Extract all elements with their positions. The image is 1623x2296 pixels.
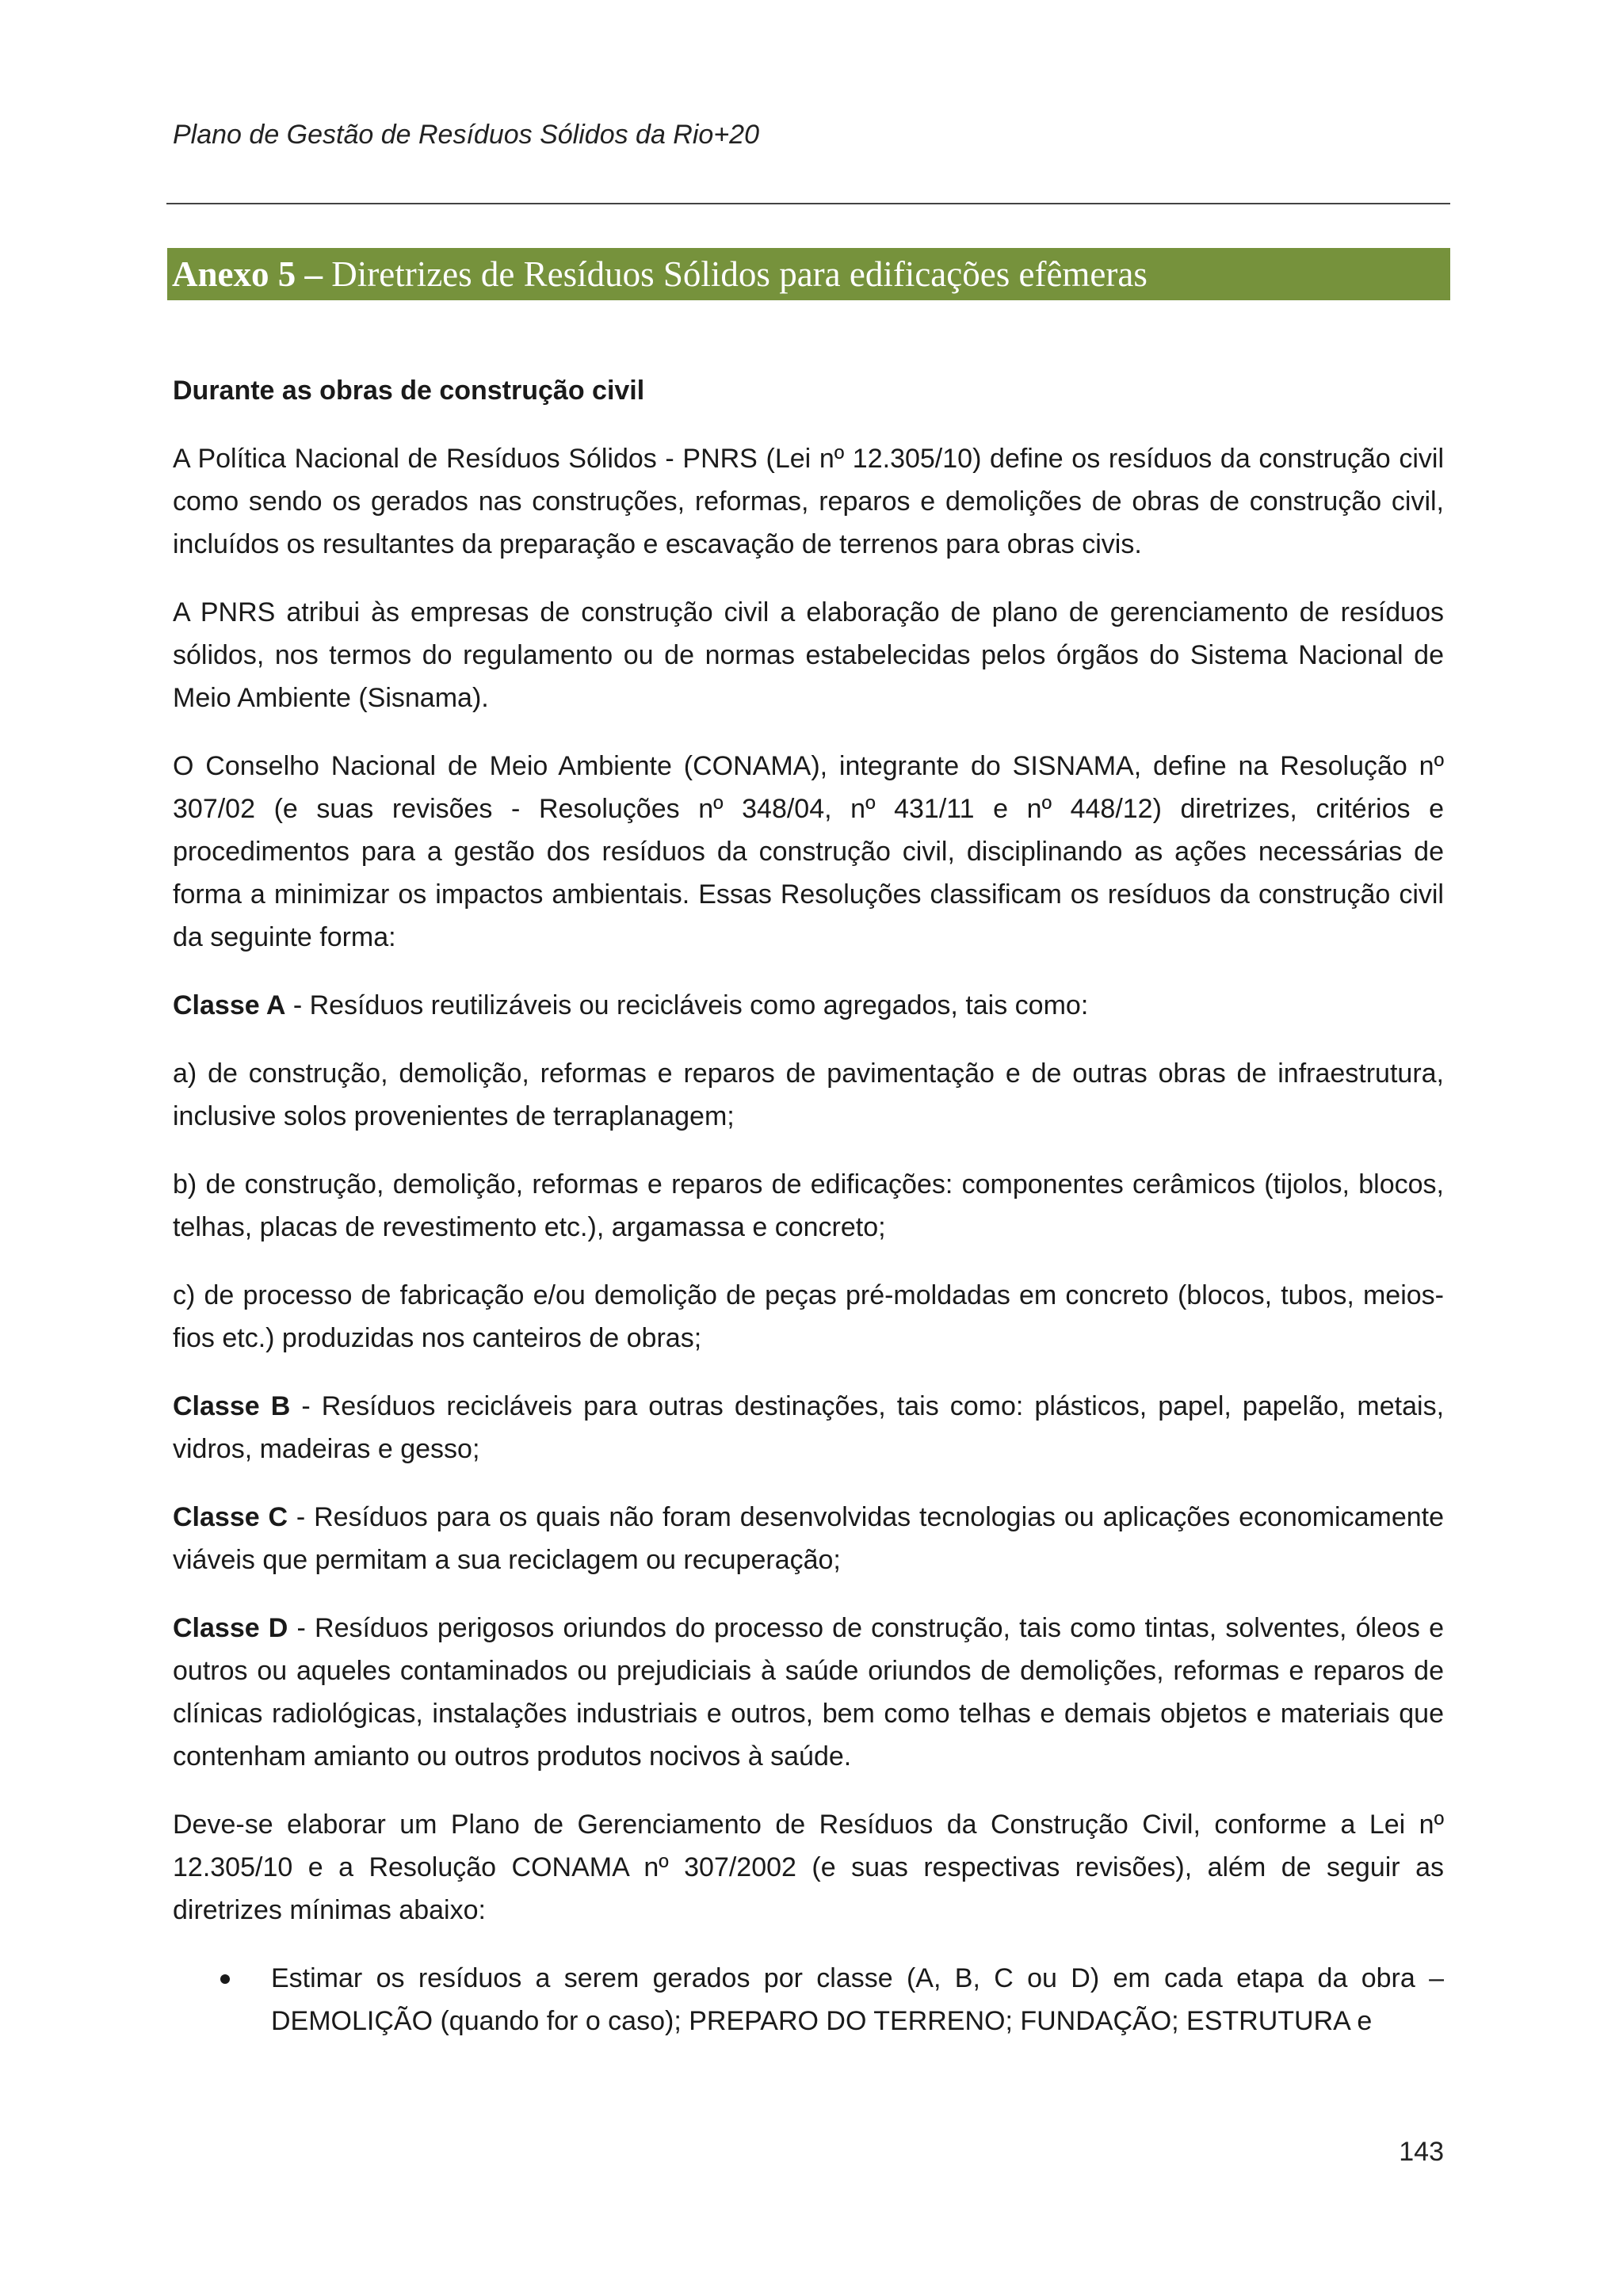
paragraph-item-c: c) de processo de fabricação e/ou demolição de peças pré-moldadas em concreto (blocos, tubos, meios-fios etc.) produzidas nos canteiros de obras;: [173, 1280, 1444, 1353]
classe-a-text: - Resíduos reutilizáveis ou recicláveis como agregados, tais como:: [285, 990, 1089, 1020]
header-divider: [166, 203, 1450, 204]
paragraph-classe-b: [173, 1385, 1444, 1470]
classe-c-label: Classe C: [173, 1502, 288, 1532]
section-heading: Durante as obras de construção civil: [173, 376, 645, 406]
classe-d-text: - Resíduos perigosos oriundos do processo de construção, tais como tintas, solventes, óleos e outros ou aqueles contaminados ou prejudiciais à saúde oriundos de demolições, reformas e reparos de clínicas radiológicas, instalações industriais e outros, bem como telhas e demais objetos e materiais que contenham amianto ou outros produtos nocivos à saúde.: [173, 1613, 1444, 1772]
page-number: 143: [1399, 2137, 1444, 2167]
classe-d-label: Classe D: [173, 1613, 288, 1643]
classe-b-text: - Resíduos recicláveis para outras destinações, tais como: plásticos, papel, papelão, metais, vidros, madeiras e gesso;: [173, 1391, 1445, 1464]
list-item: [173, 1957, 1444, 2042]
paragraph-item-b: b) de construção, demolição, reformas e reparos de edificações: componentes cerâmicos (tijolos, blocos, telhas, placas de revestimento etc.), argamassa e concreto;: [173, 1169, 1444, 1242]
classe-b-label: Classe B: [173, 1391, 291, 1421]
classe-c-text: - Resíduos para os quais não foram desenvolvidas tecnologias ou aplicações economicamente viáveis que permitam a sua reciclagem ou recuperação;: [173, 1502, 1444, 1575]
running-header: Plano de Gestão de Resíduos Sólidos da Rio+20: [173, 120, 759, 150]
classe-a-label: Classe A: [173, 990, 286, 1020]
list-item-text: Estimar os resíduos a serem gerados por classe (A, B, C ou D) em cada etapa da obra – DEMOLIÇÃO (quando for o caso); PREPARO DO TERRENO; FUNDAÇÃO; ESTRUTURA e: [271, 1963, 1444, 2036]
paragraph-plan-guidelines: Deve-se elaborar um Plano de Gerenciamento de Resíduos da Construção Civil, conforme a Lei nº 12.305/10 e a Resolução CONAMA nº 307/2002 (e suas respectivas revisões), além de seguir as diretrizes mínimas abaixo:: [173, 1810, 1444, 1925]
paragraph-pnrs-attribution: A PNRS atribui às empresas de construção civil a elaboração de plano de gerenciamento de resíduos sólidos, nos termos do regulamento ou de normas estabelecidas pelos órgãos do Sistema Nacional de Meio Ambiente (Sisnama).: [173, 597, 1444, 713]
guidelines-list: [173, 1957, 1444, 2042]
annex-title: Diretrizes de Resíduos Sólidos para edificações efêmeras: [331, 254, 1148, 294]
paragraph-classe-a: [173, 984, 1444, 1027]
paragraph-pnrs-definition: A Política Nacional de Resíduos Sólidos - PNRS (Lei nº 12.305/10) define os resíduos da construção civil como sendo os gerados nas construções, reformas, reparos e demolições de obras de construção civil, incluídos os resultantes da preparação e escavação de terrenos para obras civis.: [173, 444, 1444, 559]
paragraph-classe-c: [173, 1496, 1444, 1581]
paragraph-item-a: a) de construção, demolição, reformas e reparos de pavimentação e de outras obras de infraestrutura, inclusive solos provenientes de terraplanagem;: [173, 1058, 1444, 1131]
annex-label: Anexo 5 –: [172, 254, 323, 294]
bullet-icon: [220, 1974, 230, 1984]
paragraph-conama: O Conselho Nacional de Meio Ambiente (CONAMA), integrante do SISNAMA, define na Resolução nº 307/02 (e suas revisões - Resoluções nº 348/04, nº 431/11 e nº 448/12) diretrizes, critérios e procedimentos para a gestão dos resíduos da construção civil, disciplinando as ações necessárias de forma a minimizar os impactos ambientais. Essas Resoluções classificam os resíduos da construção civil da seguinte forma:: [173, 751, 1444, 952]
paragraph-classe-d: [173, 1607, 1444, 1778]
annex-title-banner: [167, 248, 1450, 300]
document-body: [173, 369, 1444, 2042]
